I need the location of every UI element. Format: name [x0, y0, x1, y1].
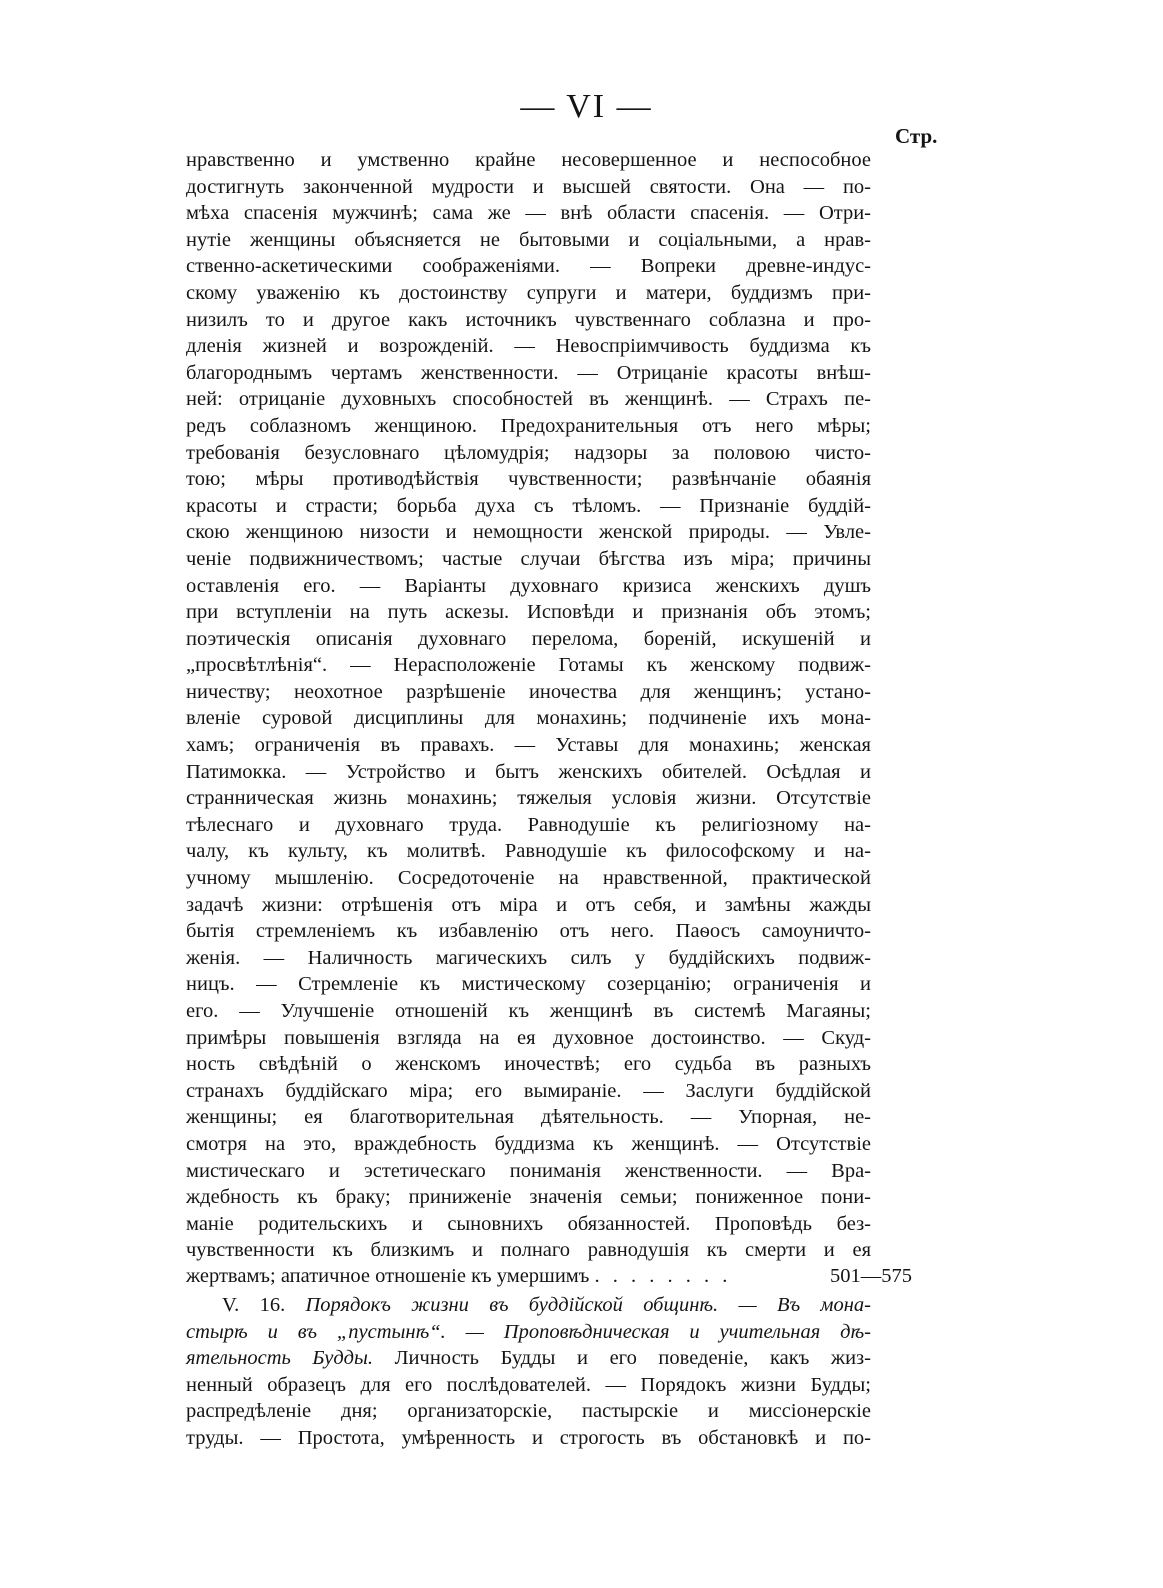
text-line: мистическаго и эстетическаго пониманія женственности. — Вра- — [186, 1159, 871, 1182]
text-line: скому уваженію къ достоинству супруги и матери, буддизмъ при- — [186, 281, 871, 304]
chapter-title-end: ятельность Будды. — [186, 1347, 374, 1370]
chapter-summary-start: Личность Будды и его поведеніе, какъ жиз- — [394, 1347, 871, 1370]
last-line-text: жертвамъ; апатичное отношеніе къ умершимъ — [186, 1265, 590, 1287]
page-number-header: — VI — — [520, 88, 653, 125]
text-line: Патимокка. — Устройство и бытъ женскихъ обителей. Осѣдлая и — [186, 760, 871, 783]
page-range: 501—575 — [830, 1265, 912, 1287]
text-line: чувственности къ близкимъ и полнаго равнодушія къ смерти и ея — [186, 1239, 871, 1262]
text-line: ней: отрицаніе духовныхъ способностей въ женщинѣ. — Страхъ пе- — [186, 388, 871, 411]
text-line: ненный образецъ для его послѣдователей. — Порядокъ жизни Будды; — [186, 1373, 871, 1396]
text-line: чалу, къ культу, къ молитвѣ. Равнодушіе къ философскому и на- — [186, 840, 871, 863]
text-line: маніе родительскихъ и сыновнихъ обязанностей. Проповѣдь без- — [186, 1212, 871, 1235]
text-line: „просвѣтлѣнія“. — Нерасположеніе Готамы къ женскому подвиж- — [186, 654, 871, 677]
text-line: при вступленіи на путь аскезы. Исповѣди и признанія объ этомъ; — [186, 601, 871, 624]
text-line: красоты и страсти; борьба духа съ тѣломъ. — Признаніе буддій- — [186, 494, 871, 517]
text-line: смотря на это, враждебность буддизма къ женщинѣ. — Отсутствіе — [186, 1132, 871, 1155]
text-line: ность свѣдѣній о женскомъ иночествѣ; его судьба въ разныхъ — [186, 1053, 871, 1076]
toc-entry-v16 — [186, 1292, 871, 1452]
chapter-title: Порядокъ жизни въ буддійской общинѣ. — Въ мона- — [305, 1294, 871, 1316]
text-line: распредѣленіе дня; организаторскіе, пастырскіе и миссіонерскіе — [186, 1400, 871, 1423]
text-line: тѣлеснаго и духовнаго труда. Равнодушіе къ религіозному на- — [186, 813, 871, 836]
text-line: нутіе женщины объясняется не бытовыми и соціальными, а нрав- — [186, 228, 871, 251]
text-line: ченіе подвижничествомъ; частые случаи бѣгства изъ міра; причины — [186, 547, 871, 570]
text-line: странахъ буддійскаго міра; его вымираніе. — Заслуги буддійской — [186, 1079, 871, 1102]
text-line: низилъ то и другое какъ источникъ чувственнаго соблазна и про- — [186, 308, 871, 331]
text-line: скою женщиною низости и немощности женской природы. — Увле- — [186, 521, 871, 544]
text-line: поэтическія описанія духовнаго перелома, бореній, искушеній и — [186, 627, 871, 650]
text-line: дленія жизней и возрожденій. — Невоспріимчивость буддизма къ — [186, 335, 871, 358]
text-line: женія. — Наличность магическихъ силъ у буддійскихъ подвиж- — [186, 946, 871, 969]
text-line: ничеству; неохотное разрѣшеніе иночества для женщинъ; устано- — [186, 680, 871, 703]
leader-dots: . . . . . . . . — [594, 1265, 732, 1287]
text-line: требованія безусловнаго цѣломудрія; надзоры за половою чисто- — [186, 441, 871, 464]
text-line: ницъ. — Стремленіе къ мистическому созерцанію; ограниченія и — [186, 973, 871, 996]
text-line: примѣры повышенія взгляда на ея духовное достоинство. — Скуд- — [186, 1026, 871, 1049]
text-line: мѣха спасенія мужчинѣ; сама же — внѣ области спасенія. — Отри- — [186, 202, 871, 225]
chapter-title-cont: стырѣ и въ „пустынѣ“. — Проповѣдническая и учительная дѣ- — [186, 1320, 871, 1343]
text-line: редъ соблазномъ женщиною. Предохранительныя отъ него мѣры; — [186, 414, 871, 437]
text-line: ственно-аскетическими соображеніями. — Вопреки древне-индус- — [186, 255, 871, 278]
text-line: ждебность къ браку; приниженіе значенія семьи; пониженное пони- — [186, 1186, 871, 1209]
toc-entry-text — [186, 147, 871, 1264]
text-line: бытія стремленіемъ къ избавленію отъ него. Паѳосъ самоуничто- — [186, 920, 871, 943]
text-line: достигнуть законченной мудрости и высшей святости. Она — по- — [186, 175, 871, 198]
text-line: задачѣ жизни: отрѣшенія отъ міра и отъ себя, и замѣны жажды — [186, 893, 871, 916]
text-line: вленіе суровой дисциплины для монахинь; подчиненіе ихъ мона- — [186, 707, 871, 730]
text-line: женщины; ея благотворительная дѣятельность. — Упорная, не- — [186, 1106, 871, 1129]
text-line: благороднымъ чертамъ женственности. — Отрицаніе красоты внѣш- — [186, 361, 871, 384]
page-column-label: Стр. — [895, 124, 938, 148]
text-line: хамъ; ограниченія въ правахъ. — Уставы для монахинь; женская — [186, 734, 871, 757]
text-line: нравственно и умственно крайне несовершенное и неспособное — [186, 149, 871, 171]
text-line: тою; мѣры противодѣйствія чувственности; развѣнчаніе обаянія — [186, 468, 871, 491]
toc-entry-last-line — [186, 1263, 871, 1290]
chapter-number: V. 16. — [222, 1294, 286, 1316]
text-line: странническая жизнь монахинь; тяжелыя условія жизни. Отсутствіе — [186, 787, 871, 810]
text-line: оставленія его. — Варіанты духовнаго кризиса женскихъ душъ — [186, 574, 871, 597]
text-line: учному мышленію. Сосредоточеніе на нравственной, практической — [186, 867, 871, 890]
text-line: труды. — Простота, умѣренность и строгость въ обстановкѣ и по- — [186, 1426, 871, 1449]
text-line: его. — Улучшеніе отношеній къ женщинѣ въ системѣ Магаяны; — [186, 1000, 871, 1022]
